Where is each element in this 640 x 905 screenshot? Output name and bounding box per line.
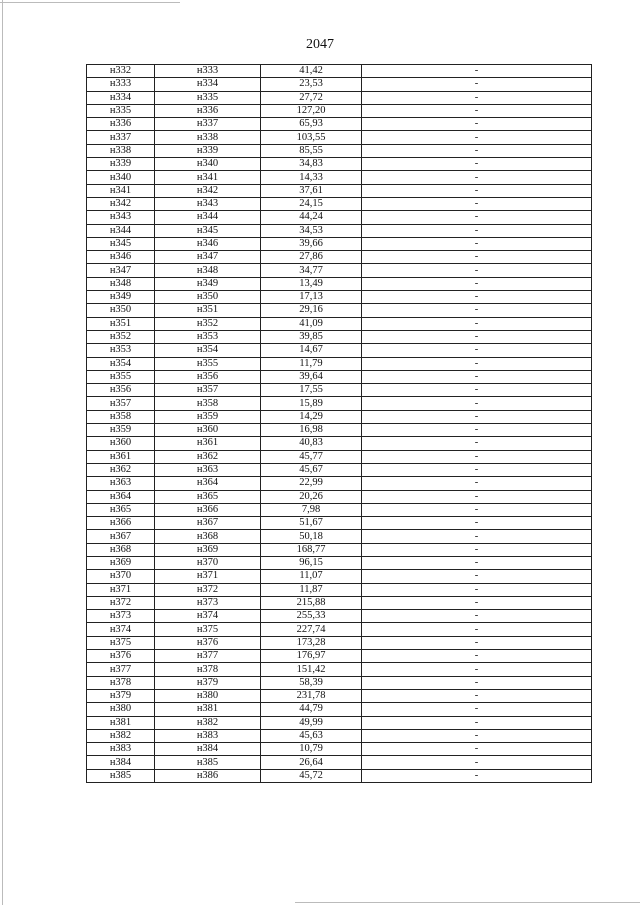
- note-cell: -: [362, 477, 592, 490]
- to-point-cell: н375: [155, 623, 261, 636]
- table-row: [87, 317, 592, 330]
- note-cell: -: [362, 144, 592, 157]
- from-point-cell: н383: [87, 743, 155, 756]
- table-row: [87, 91, 592, 104]
- table-row: [87, 463, 592, 476]
- note-cell: -: [362, 570, 592, 583]
- table-row: [87, 663, 592, 676]
- distance-cell: 41,42: [261, 65, 362, 78]
- from-point-cell: н371: [87, 583, 155, 596]
- table-row: [87, 689, 592, 702]
- distance-cell: 11,07: [261, 570, 362, 583]
- from-point-cell: н372: [87, 596, 155, 609]
- note-cell: -: [362, 211, 592, 224]
- table-row: [87, 676, 592, 689]
- to-point-cell: н349: [155, 277, 261, 290]
- note-cell: -: [362, 756, 592, 769]
- distance-cell: 39,66: [261, 237, 362, 250]
- table-row: [87, 729, 592, 742]
- note-cell: -: [362, 437, 592, 450]
- from-point-cell: н339: [87, 158, 155, 171]
- to-point-cell: н335: [155, 91, 261, 104]
- from-point-cell: н353: [87, 344, 155, 357]
- to-point-cell: н368: [155, 530, 261, 543]
- note-cell: -: [362, 384, 592, 397]
- note-cell: -: [362, 410, 592, 423]
- table-row: [87, 158, 592, 171]
- to-point-cell: н372: [155, 583, 261, 596]
- to-point-cell: н380: [155, 689, 261, 702]
- distance-cell: 103,55: [261, 131, 362, 144]
- note-cell: -: [362, 689, 592, 702]
- note-cell: -: [362, 91, 592, 104]
- distance-cell: 39,85: [261, 330, 362, 343]
- note-cell: -: [362, 517, 592, 530]
- table-row: [87, 477, 592, 490]
- to-point-cell: н345: [155, 224, 261, 237]
- distance-cell: 15,89: [261, 397, 362, 410]
- table-row: [87, 118, 592, 131]
- from-point-cell: н385: [87, 769, 155, 782]
- distance-cell: 27,86: [261, 251, 362, 264]
- to-point-cell: н360: [155, 424, 261, 437]
- table-row: [87, 304, 592, 317]
- to-point-cell: н362: [155, 450, 261, 463]
- to-point-cell: н361: [155, 437, 261, 450]
- to-point-cell: н342: [155, 184, 261, 197]
- from-point-cell: н355: [87, 370, 155, 383]
- table-row: [87, 264, 592, 277]
- to-point-cell: н358: [155, 397, 261, 410]
- from-point-cell: н363: [87, 477, 155, 490]
- distance-cell: 127,20: [261, 104, 362, 117]
- distance-cell: 22,99: [261, 477, 362, 490]
- note-cell: -: [362, 357, 592, 370]
- note-cell: -: [362, 450, 592, 463]
- table-row: [87, 184, 592, 197]
- from-point-cell: н378: [87, 676, 155, 689]
- to-point-cell: н354: [155, 344, 261, 357]
- to-point-cell: н386: [155, 769, 261, 782]
- to-point-cell: н350: [155, 291, 261, 304]
- from-point-cell: н362: [87, 463, 155, 476]
- distance-cell: 14,67: [261, 344, 362, 357]
- from-point-cell: н357: [87, 397, 155, 410]
- table-row: [87, 769, 592, 782]
- note-cell: -: [362, 237, 592, 250]
- table-row: [87, 503, 592, 516]
- from-point-cell: н354: [87, 357, 155, 370]
- note-cell: -: [362, 636, 592, 649]
- note-cell: -: [362, 610, 592, 623]
- from-point-cell: н379: [87, 689, 155, 702]
- table-row: [87, 530, 592, 543]
- to-point-cell: н353: [155, 330, 261, 343]
- table-row: [87, 78, 592, 91]
- from-point-cell: н361: [87, 450, 155, 463]
- distance-cell: 45,72: [261, 769, 362, 782]
- from-point-cell: н346: [87, 251, 155, 264]
- distance-cell: 14,33: [261, 171, 362, 184]
- distance-cell: 44,24: [261, 211, 362, 224]
- table-row: [87, 357, 592, 370]
- from-point-cell: н334: [87, 91, 155, 104]
- from-point-cell: н380: [87, 703, 155, 716]
- note-cell: -: [362, 224, 592, 237]
- to-point-cell: н359: [155, 410, 261, 423]
- to-point-cell: н334: [155, 78, 261, 91]
- to-point-cell: н370: [155, 556, 261, 569]
- distance-cell: 26,64: [261, 756, 362, 769]
- from-point-cell: н345: [87, 237, 155, 250]
- distance-cell: 37,61: [261, 184, 362, 197]
- table-row: [87, 583, 592, 596]
- note-cell: -: [362, 317, 592, 330]
- distance-cell: 41,09: [261, 317, 362, 330]
- table-row: [87, 384, 592, 397]
- from-point-cell: н376: [87, 650, 155, 663]
- from-point-cell: н332: [87, 65, 155, 78]
- note-cell: -: [362, 291, 592, 304]
- distance-cell: 24,15: [261, 197, 362, 210]
- to-point-cell: н338: [155, 131, 261, 144]
- table-row: [87, 703, 592, 716]
- distance-cell: 173,28: [261, 636, 362, 649]
- distance-cell: 85,55: [261, 144, 362, 157]
- from-point-cell: н337: [87, 131, 155, 144]
- from-point-cell: н374: [87, 623, 155, 636]
- note-cell: -: [362, 304, 592, 317]
- distance-cell: 20,26: [261, 490, 362, 503]
- distance-cell: 11,87: [261, 583, 362, 596]
- note-cell: -: [362, 490, 592, 503]
- from-point-cell: н333: [87, 78, 155, 91]
- note-cell: -: [362, 158, 592, 171]
- distance-cell: 45,67: [261, 463, 362, 476]
- distance-cell: 96,15: [261, 556, 362, 569]
- table-row: [87, 211, 592, 224]
- table-row: [87, 410, 592, 423]
- distance-cell: 23,53: [261, 78, 362, 91]
- note-cell: -: [362, 78, 592, 91]
- distance-cell: 16,98: [261, 424, 362, 437]
- to-point-cell: н379: [155, 676, 261, 689]
- from-point-cell: н368: [87, 543, 155, 556]
- note-cell: -: [362, 663, 592, 676]
- table-row: [87, 556, 592, 569]
- note-cell: -: [362, 424, 592, 437]
- from-point-cell: н340: [87, 171, 155, 184]
- from-point-cell: н373: [87, 610, 155, 623]
- distance-cell: 34,83: [261, 158, 362, 171]
- note-cell: -: [362, 104, 592, 117]
- from-point-cell: н349: [87, 291, 155, 304]
- to-point-cell: н355: [155, 357, 261, 370]
- note-cell: -: [362, 330, 592, 343]
- from-point-cell: н384: [87, 756, 155, 769]
- note-cell: -: [362, 184, 592, 197]
- distance-cell: 29,16: [261, 304, 362, 317]
- to-point-cell: н352: [155, 317, 261, 330]
- from-point-cell: н342: [87, 197, 155, 210]
- distance-cell: 27,72: [261, 91, 362, 104]
- to-point-cell: н336: [155, 104, 261, 117]
- to-point-cell: н366: [155, 503, 261, 516]
- table-row: [87, 716, 592, 729]
- from-point-cell: н364: [87, 490, 155, 503]
- distance-cell: 227,74: [261, 623, 362, 636]
- note-cell: -: [362, 344, 592, 357]
- distance-cell: 44,79: [261, 703, 362, 716]
- to-point-cell: н337: [155, 118, 261, 131]
- note-cell: -: [362, 171, 592, 184]
- note-cell: -: [362, 729, 592, 742]
- to-point-cell: н374: [155, 610, 261, 623]
- to-point-cell: н346: [155, 237, 261, 250]
- note-cell: -: [362, 623, 592, 636]
- distance-cell: 13,49: [261, 277, 362, 290]
- from-point-cell: н338: [87, 144, 155, 157]
- distance-cell: 45,77: [261, 450, 362, 463]
- note-cell: -: [362, 463, 592, 476]
- to-point-cell: н373: [155, 596, 261, 609]
- to-point-cell: н364: [155, 477, 261, 490]
- distance-cell: 58,39: [261, 676, 362, 689]
- note-cell: -: [362, 264, 592, 277]
- to-point-cell: н347: [155, 251, 261, 264]
- note-cell: -: [362, 370, 592, 383]
- table-row: [87, 490, 592, 503]
- scan-edge-left: [2, 0, 3, 905]
- table-row: [87, 370, 592, 383]
- to-point-cell: н376: [155, 636, 261, 649]
- to-point-cell: н363: [155, 463, 261, 476]
- distance-cell: 11,79: [261, 357, 362, 370]
- note-cell: -: [362, 197, 592, 210]
- to-point-cell: н378: [155, 663, 261, 676]
- from-point-cell: н382: [87, 729, 155, 742]
- table-row: [87, 344, 592, 357]
- to-point-cell: н333: [155, 65, 261, 78]
- distance-cell: 231,78: [261, 689, 362, 702]
- table-row: [87, 197, 592, 210]
- table-row: [87, 104, 592, 117]
- note-cell: -: [362, 530, 592, 543]
- distance-cell: 17,13: [261, 291, 362, 304]
- note-cell: -: [362, 556, 592, 569]
- from-point-cell: н359: [87, 424, 155, 437]
- table-row: [87, 171, 592, 184]
- note-cell: -: [362, 703, 592, 716]
- from-point-cell: н343: [87, 211, 155, 224]
- note-cell: -: [362, 503, 592, 516]
- table-row: [87, 570, 592, 583]
- from-point-cell: н365: [87, 503, 155, 516]
- table-row: [87, 636, 592, 649]
- table-row: [87, 743, 592, 756]
- to-point-cell: н343: [155, 197, 261, 210]
- note-cell: -: [362, 118, 592, 131]
- boundary-points-table: [86, 64, 592, 783]
- to-point-cell: н377: [155, 650, 261, 663]
- to-point-cell: н344: [155, 211, 261, 224]
- from-point-cell: н344: [87, 224, 155, 237]
- distance-cell: 255,33: [261, 610, 362, 623]
- table-row: [87, 610, 592, 623]
- table-row: [87, 650, 592, 663]
- note-cell: -: [362, 676, 592, 689]
- note-cell: -: [362, 251, 592, 264]
- distance-cell: 168,77: [261, 543, 362, 556]
- table-row: [87, 424, 592, 437]
- distance-cell: 39,64: [261, 370, 362, 383]
- table-row: [87, 277, 592, 290]
- note-cell: -: [362, 743, 592, 756]
- note-cell: -: [362, 397, 592, 410]
- from-point-cell: н370: [87, 570, 155, 583]
- table-row: [87, 756, 592, 769]
- note-cell: -: [362, 650, 592, 663]
- to-point-cell: н383: [155, 729, 261, 742]
- from-point-cell: н336: [87, 118, 155, 131]
- to-point-cell: н365: [155, 490, 261, 503]
- table-row: [87, 65, 592, 78]
- to-point-cell: н384: [155, 743, 261, 756]
- from-point-cell: н366: [87, 517, 155, 530]
- table-row: [87, 330, 592, 343]
- to-point-cell: н340: [155, 158, 261, 171]
- to-point-cell: н339: [155, 144, 261, 157]
- table-row: [87, 224, 592, 237]
- table-row: [87, 543, 592, 556]
- to-point-cell: н382: [155, 716, 261, 729]
- from-point-cell: н375: [87, 636, 155, 649]
- from-point-cell: н367: [87, 530, 155, 543]
- distance-cell: 40,83: [261, 437, 362, 450]
- distance-cell: 151,42: [261, 663, 362, 676]
- from-point-cell: н377: [87, 663, 155, 676]
- table-row: [87, 131, 592, 144]
- to-point-cell: н381: [155, 703, 261, 716]
- from-point-cell: н350: [87, 304, 155, 317]
- from-point-cell: н369: [87, 556, 155, 569]
- table-row: [87, 291, 592, 304]
- scan-edge-bottom: [295, 902, 640, 903]
- from-point-cell: н358: [87, 410, 155, 423]
- from-point-cell: н381: [87, 716, 155, 729]
- from-point-cell: н348: [87, 277, 155, 290]
- page-number: 2047: [306, 37, 334, 52]
- table-row: [87, 450, 592, 463]
- table-row: [87, 251, 592, 264]
- note-cell: -: [362, 596, 592, 609]
- to-point-cell: н356: [155, 370, 261, 383]
- table-row: [87, 596, 592, 609]
- to-point-cell: н385: [155, 756, 261, 769]
- distance-cell: 176,97: [261, 650, 362, 663]
- table-row: [87, 623, 592, 636]
- to-point-cell: н341: [155, 171, 261, 184]
- table-row: [87, 437, 592, 450]
- table-row: [87, 144, 592, 157]
- note-cell: -: [362, 131, 592, 144]
- to-point-cell: н367: [155, 517, 261, 530]
- distance-cell: 50,18: [261, 530, 362, 543]
- distance-cell: 65,93: [261, 118, 362, 131]
- from-point-cell: н352: [87, 330, 155, 343]
- distance-cell: 34,77: [261, 264, 362, 277]
- note-cell: -: [362, 543, 592, 556]
- distance-cell: 49,99: [261, 716, 362, 729]
- from-point-cell: н335: [87, 104, 155, 117]
- distance-cell: 7,98: [261, 503, 362, 516]
- to-point-cell: н357: [155, 384, 261, 397]
- distance-cell: 45,63: [261, 729, 362, 742]
- note-cell: -: [362, 769, 592, 782]
- to-point-cell: н351: [155, 304, 261, 317]
- table-row: [87, 397, 592, 410]
- from-point-cell: н356: [87, 384, 155, 397]
- note-cell: -: [362, 277, 592, 290]
- distance-cell: 34,53: [261, 224, 362, 237]
- distance-cell: 51,67: [261, 517, 362, 530]
- distance-cell: 10,79: [261, 743, 362, 756]
- from-point-cell: н347: [87, 264, 155, 277]
- from-point-cell: н341: [87, 184, 155, 197]
- from-point-cell: н360: [87, 437, 155, 450]
- to-point-cell: н348: [155, 264, 261, 277]
- distance-cell: 14,29: [261, 410, 362, 423]
- to-point-cell: н371: [155, 570, 261, 583]
- from-point-cell: н351: [87, 317, 155, 330]
- distance-cell: 215,88: [261, 596, 362, 609]
- note-cell: -: [362, 65, 592, 78]
- table-row: [87, 517, 592, 530]
- note-cell: -: [362, 716, 592, 729]
- to-point-cell: н369: [155, 543, 261, 556]
- note-cell: -: [362, 583, 592, 596]
- scan-edge-top: [0, 2, 180, 3]
- table-row: [87, 237, 592, 250]
- table-body: [87, 65, 592, 783]
- distance-cell: 17,55: [261, 384, 362, 397]
